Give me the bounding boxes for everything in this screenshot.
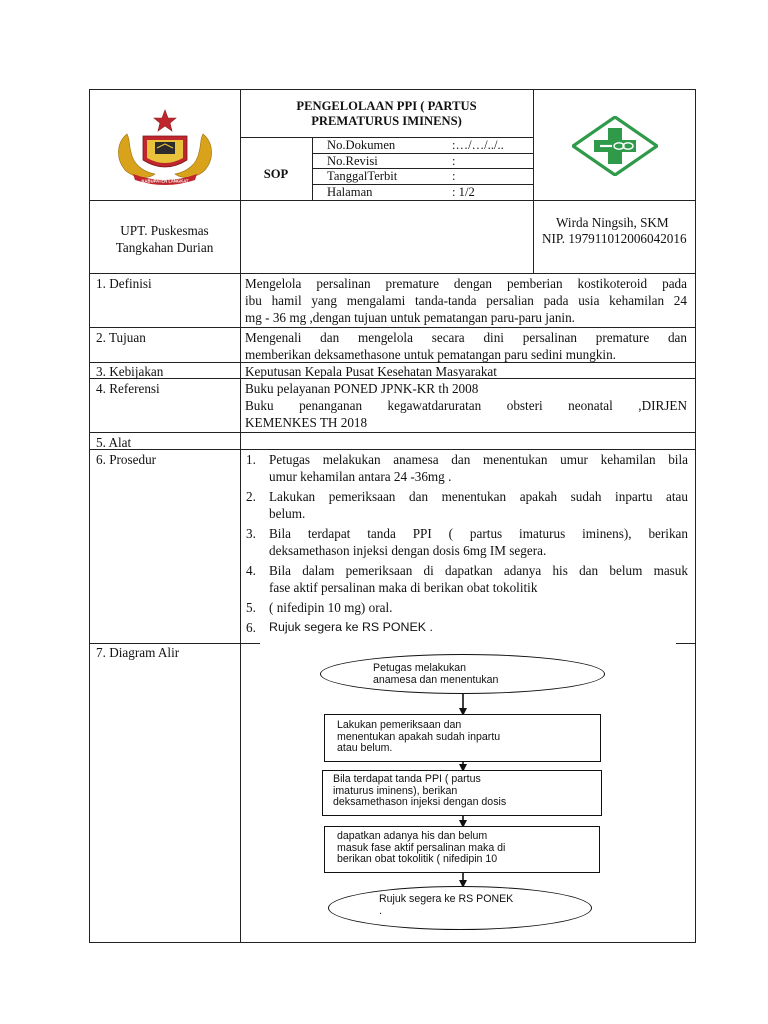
list-number: 1. <box>246 452 256 467</box>
section-label-alat: 5. Alat <box>96 435 132 450</box>
doc-field-label: Halaman <box>327 185 373 199</box>
text-line: Lakukan pemeriksaan dan menentukan apakah sudah inpartu atau <box>269 489 688 504</box>
flow-text: . <box>379 904 382 917</box>
section-label-prosedur: 6. Prosedur <box>96 452 157 467</box>
text-line: umur kehamilan antara 24 -36mg . <box>269 469 452 484</box>
title-line: PREMATURUS IMINENS) <box>311 113 462 128</box>
doc-field-value: : <box>452 169 456 183</box>
text-line: mg - 36 mg ,dengan tujuan untuk pematangan paru-paru janin. <box>245 310 575 325</box>
flow-node-start <box>320 654 605 694</box>
kebijakan-text: Keputusan Kepala Pusat Kesehatan Masyarakat <box>245 364 497 379</box>
doc-field-value: :…/…/../.. <box>452 138 504 152</box>
flow-node-step <box>324 714 601 762</box>
text-line: deksamethason injeksi dengan dosis 6mg IM segera. <box>269 543 547 558</box>
text-line: fase aktif persalinan maka di berikan obat tokolitik <box>269 580 538 595</box>
flow-node-step <box>322 770 602 816</box>
section-label-referensi: 4. Referensi <box>96 381 160 396</box>
section-label-tujuan: 2. Tujuan <box>96 330 146 345</box>
section-label-kebijakan: 3. Kebijakan <box>96 364 164 379</box>
regency-logo-text: KABUPATEN LANGKAT <box>141 178 189 184</box>
text-line: ibu hamil yang mengalami tanda-tanda persalian pada usia kehamilan 24 <box>245 293 687 308</box>
text-line: Bila dalam pemeriksaan di dapatkan adanya his dan belum masuk <box>269 563 688 578</box>
signer-name: Wirda Ningsih, SKM <box>556 215 669 230</box>
text-line: Mengelola persalinan premature dengan pemberian kostikoteroid pada <box>245 276 687 291</box>
signer-nip: NIP. 197911012006042016 <box>542 231 687 246</box>
title-line: PENGELOLAAN PPI ( PARTUS <box>296 99 477 113</box>
doc-field-value: : <box>452 154 456 168</box>
flow-node-step <box>324 826 600 873</box>
text-line: Buku pelayanan PONED JPNK-KR th 2008 <box>245 381 479 396</box>
text-line: Buku penanganan kegawatdaruratan obsteri neonatal ,DIRJEN <box>245 398 687 413</box>
flow-text: dapatkan adanya his dan belum <box>337 830 488 842</box>
unit-line: UPT. Puskesmas <box>120 223 209 238</box>
doc-field-label: TanggalTerbit <box>327 169 398 183</box>
flow-text: imaturus iminens), berikan <box>333 784 458 797</box>
flow-text: atau belum. <box>337 742 393 754</box>
sop-label: SOP <box>263 167 289 181</box>
text-line: KEMENKES TH 2018 <box>245 415 368 430</box>
list-number: 5. <box>246 600 256 615</box>
flow-text: Petugas melakukan <box>373 662 467 674</box>
flow-text: deksamethason injeksi dengan dosis <box>333 796 507 808</box>
doc-field-label: No.Dokumen <box>327 138 396 152</box>
section-label-diagram: 7. Diagram Alir <box>96 645 180 660</box>
text-line: Mengenali dan mengelola secara dini persalinan premature dan <box>245 330 687 345</box>
flow-text: Lakukan pemeriksaan dan <box>337 719 462 731</box>
list-number: 2. <box>246 489 256 504</box>
doc-field-value: : 1/2 <box>452 185 475 199</box>
text-line: Bila terdapat tanda PPI ( partus imaturus iminens), berikan <box>269 526 688 541</box>
list-number: 3. <box>246 526 256 541</box>
text-line: Petugas melakukan anamesa dan menentukan umur kehamilan bila <box>269 452 688 467</box>
doc-field-label: No.Revisi <box>327 154 378 168</box>
flow-text: anamesa dan menentukan <box>373 673 499 686</box>
text-line: ( nifedipin 10 mg) oral. <box>269 600 393 615</box>
text-line: Rujuk segera ke RS PONEK . <box>269 620 433 634</box>
flow-text: Rujuk segera ke RS PONEK <box>379 893 514 905</box>
flow-text: Bila terdapat tanda PPI ( partus <box>333 773 481 785</box>
text-line: belum. <box>269 506 306 521</box>
list-number: 4. <box>246 563 256 578</box>
text-line: memberikan deksamethasone untuk pematangan paru sedini mungkin. <box>245 347 616 362</box>
unit-line: Tangkahan Durian <box>115 240 214 255</box>
flow-text: masuk fase aktif persalinan maka di <box>337 841 506 854</box>
flow-text: menentukan apakah sudah inpartu <box>337 730 501 743</box>
flow-node-end <box>328 886 592 930</box>
section-label-definisi: 1. Definisi <box>96 276 152 291</box>
list-number: 6. <box>246 620 256 635</box>
flow-text: berikan obat tokolitik ( nifedipin 10 <box>337 853 498 865</box>
